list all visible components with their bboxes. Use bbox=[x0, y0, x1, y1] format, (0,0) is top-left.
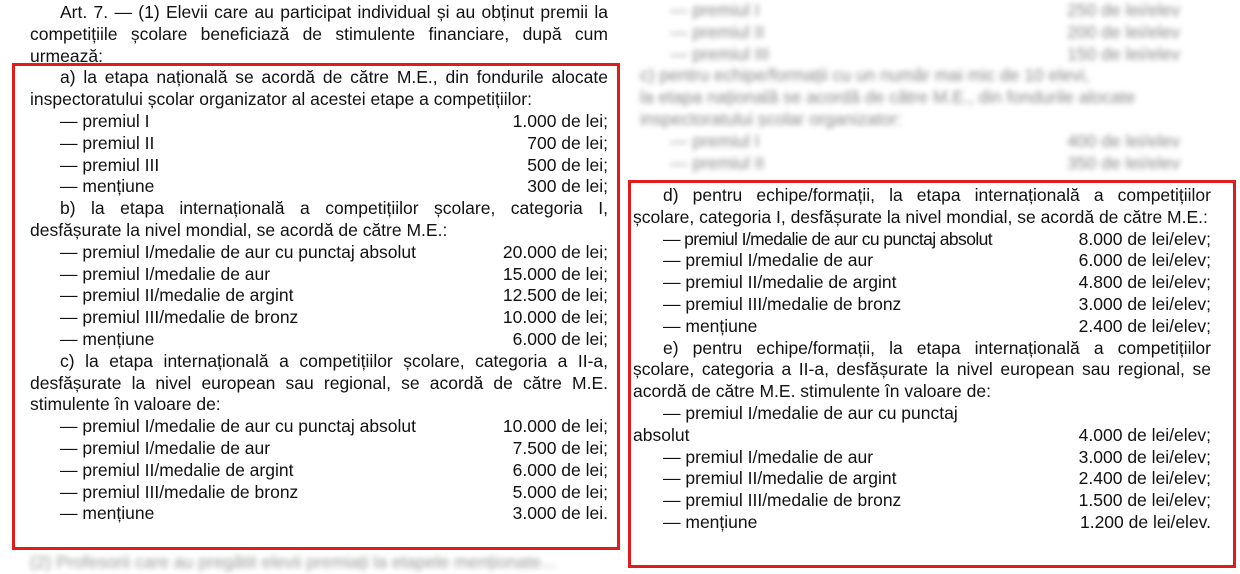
list-item bbox=[633, 403, 1211, 425]
article-intro: Art. 7. — (1) Elevii care au participat individual și au obținut premii la competițiile școlare beneficiază de stimulente financiare, după cum urmează: bbox=[30, 2, 608, 66]
list-item-label: — premiul I/medalie de aur bbox=[60, 263, 271, 284]
list-item-label: — mențiune bbox=[60, 328, 155, 349]
list-item-label: — premiul I/medalie de aur bbox=[663, 446, 874, 467]
list-item bbox=[30, 133, 608, 155]
section-c-heading: c) la etapa internațională a competițiilor școlare, categoria a II-a, desfășurate la nivel european sau regional, se acordă de către M.E. stimulente în valoare de: bbox=[30, 350, 608, 415]
list-item-value: 1.000 de lei; bbox=[512, 110, 608, 131]
list-item-value: 5.000 de lei; bbox=[512, 481, 608, 502]
list-item-label: — premiul II/medalie de argint bbox=[60, 459, 294, 480]
list-item-label: — mențiune bbox=[663, 511, 758, 532]
blurred-footer-text: (2) Profesorii care au pregătit elevii premiați la etapele menționate... bbox=[30, 552, 556, 572]
list-item bbox=[633, 316, 1211, 338]
list-item-value: 7.500 de lei; bbox=[512, 437, 608, 458]
list-item bbox=[633, 250, 1211, 272]
list-item-label: — premiul I bbox=[60, 110, 150, 131]
list-item bbox=[633, 272, 1211, 294]
list-item-value: 300 de lei; bbox=[527, 176, 608, 197]
list-item-label: — premiul II/medalie de argint bbox=[60, 285, 294, 306]
list-item-value: 1.500 de lei/elev; bbox=[1078, 490, 1211, 511]
section-c-list bbox=[30, 416, 608, 525]
section-d-list bbox=[633, 229, 1211, 338]
list-item-value: 500 de lei; bbox=[527, 154, 608, 175]
list-item-label: — mențiune bbox=[663, 315, 758, 336]
list-item bbox=[633, 447, 1211, 469]
list-item-label: absolut bbox=[633, 424, 690, 445]
list-item-label: — premiul III/medalie de bronz bbox=[60, 307, 299, 328]
list-item bbox=[633, 294, 1211, 316]
list-item-label: — mențiune bbox=[60, 176, 155, 197]
list-item-value: 1.200 de lei/elev. bbox=[1079, 511, 1211, 532]
section-e-list bbox=[633, 447, 1211, 534]
list-item-label: — premiul III/medalie de bronz bbox=[663, 293, 902, 314]
list-item-value: 4.000 de lei/elev; bbox=[1078, 424, 1211, 445]
list-item bbox=[633, 512, 1211, 534]
list-item-label: — premiul II bbox=[60, 132, 155, 153]
list-item-value: 2.400 de lei/elev; bbox=[1078, 468, 1211, 489]
list-item-label: — premiul III/medalie de bronz bbox=[60, 481, 299, 502]
blurred-background-text: — premiul I 250 de lei/elev — premiul II 200 de lei/elev — premiul III 150 de lei/elev c) pentru echipe/formații cu un număr mai mic de 10 elevi, la etapa națională se acordă de către M.E., din fondurile alocate inspectoratului școlar organizator: — premiul I 400 de lei/elev — premiul II 350 de lei/elev bbox=[640, 0, 1180, 173]
section-d-heading: d) pentru echipe/formații, la etapa internațională a competițiilor școlare, categoria I, desfășurate la nivel mondial, se acordă de către M.E.: bbox=[633, 185, 1211, 227]
list-item bbox=[30, 438, 608, 460]
list-item-label: — premiul II/medalie de argint bbox=[663, 468, 897, 489]
list-item bbox=[30, 264, 608, 286]
list-item bbox=[30, 176, 608, 198]
list-item-value: 3.000 de lei. bbox=[512, 503, 608, 524]
right-column bbox=[633, 185, 1211, 534]
section-a-heading: a) la etapa națională se acordă de către M.E., din fondurile alocate inspectoratului școlar organizator al acestei etape a competițiilor: bbox=[30, 67, 608, 110]
list-item bbox=[633, 425, 1211, 447]
list-item-label: — premiul II/medalie de argint bbox=[663, 272, 897, 293]
list-item-value: 2.400 de lei/elev; bbox=[1078, 315, 1211, 336]
list-item-value: 12.500 de lei; bbox=[502, 285, 608, 306]
list-item-value: 4.800 de lei/elev; bbox=[1078, 272, 1211, 293]
list-item-label: — premiul I/medalie de aur bbox=[60, 437, 271, 458]
section-b-list bbox=[30, 242, 608, 351]
list-item bbox=[633, 468, 1211, 490]
list-item-label: — premiul III/medalie de bronz bbox=[663, 490, 902, 511]
list-item bbox=[30, 329, 608, 351]
list-item-value: 8.000 de lei/elev; bbox=[1078, 228, 1211, 249]
section-e-heading: e) pentru echipe/formații, la etapa internațională a competițiilor școlare, categoria a II-a, desfășurate la nivel european sau regional, se acordă de către M.E. stimulente în valoare de: bbox=[633, 337, 1211, 402]
list-item-value: 15.000 de lei; bbox=[502, 263, 608, 284]
list-item bbox=[30, 111, 608, 133]
list-item bbox=[30, 460, 608, 482]
list-item-label: — premiul I/medalie de aur cu punctaj absolut bbox=[60, 241, 417, 262]
list-item-label: — premiul III bbox=[60, 154, 160, 175]
list-item-value: 6.000 de lei; bbox=[512, 328, 608, 349]
section-b-heading: b) la etapa internațională a competițiilor școlare, categoria I, desfășurate la nivel mondial, se acordă de către M.E.: bbox=[30, 198, 608, 240]
list-item bbox=[30, 503, 608, 525]
list-item-value: 700 de lei; bbox=[527, 132, 608, 153]
list-item bbox=[30, 155, 608, 177]
list-item-value: 6.000 de lei/elev; bbox=[1078, 250, 1211, 271]
list-item bbox=[30, 416, 608, 438]
section-a-list bbox=[30, 111, 608, 198]
left-column bbox=[30, 2, 608, 525]
list-item-value: 3.000 de lei/elev; bbox=[1078, 293, 1211, 314]
list-item-value: 3.000 de lei/elev; bbox=[1078, 446, 1211, 467]
list-item bbox=[633, 229, 1211, 251]
list-item-label: — mențiune bbox=[60, 503, 155, 524]
list-item-label: — premiul I/medalie de aur cu punctaj absolut bbox=[663, 228, 993, 249]
list-item bbox=[633, 490, 1211, 512]
list-item-value: 10.000 de lei; bbox=[502, 307, 608, 328]
list-item bbox=[30, 482, 608, 504]
list-item-label: — premiul I/medalie de aur bbox=[663, 250, 874, 271]
list-item bbox=[30, 242, 608, 264]
list-item-label: — premiul I/medalie de aur cu punctaj absolut bbox=[60, 416, 417, 437]
list-item-value: 6.000 de lei; bbox=[512, 459, 608, 480]
list-item-label: — premiul I/medalie de aur cu punctaj bbox=[663, 402, 958, 423]
list-item bbox=[30, 285, 608, 307]
list-item bbox=[30, 307, 608, 329]
list-item-value: 20.000 de lei; bbox=[502, 241, 608, 262]
list-item-value: 10.000 de lei; bbox=[502, 416, 608, 437]
